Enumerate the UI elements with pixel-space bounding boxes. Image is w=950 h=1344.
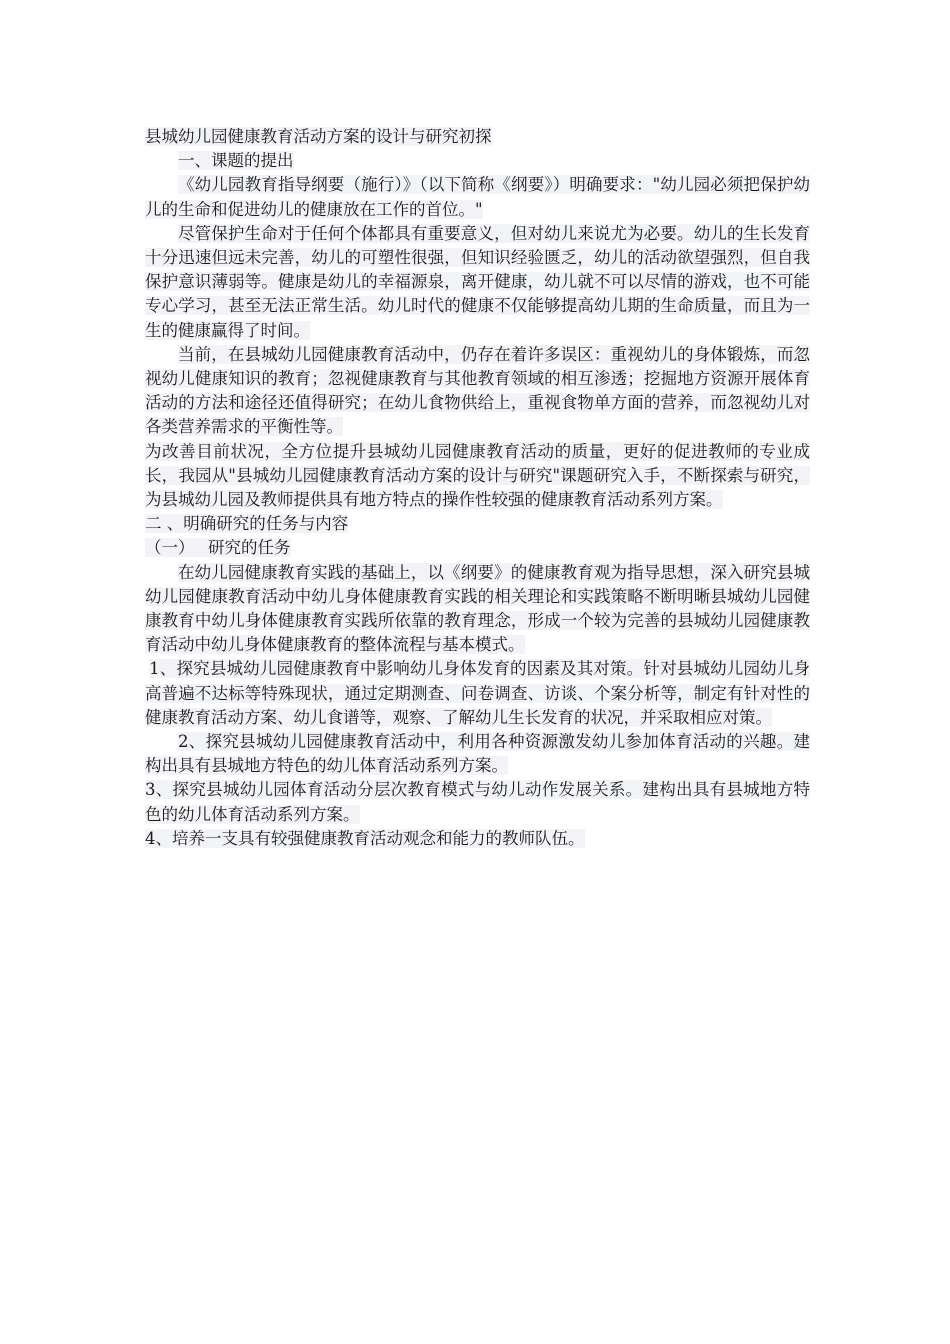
list-item-3-text: 3、探究县城幼儿园体育活动分层次教育模式与幼儿动作发展关系。建构出具有县城地方特色的幼儿体育活动系列方案。 [145,780,810,824]
document-title [145,125,810,149]
subsection-heading-1-text: （一） 研究的任务 [145,538,291,558]
paragraph-2 [145,222,810,343]
section-heading-2 [145,512,810,536]
paragraph-1 [145,173,810,221]
list-item-2 [145,730,810,778]
paragraph-3 [145,343,810,440]
paragraph-2-text: 尽管保护生命对于任何个体都具有重要意义，但对幼儿来说尤为必要。幼儿的生长发育十分迅速但远未完善，幼儿的可塑性很强，但知识经验匮乏，幼儿的活动欲望强烈，但自我保护意识薄弱等。健康是幼儿的幸福源泉，离开健康，幼儿就不可以尽情的游戏，也不可能专心学习，甚至无法正常生活。幼儿时代的健康不仅能够提高幼儿期的生命质量，而且为一生的健康赢得了时间。 [145,223,810,340]
paragraph-4-text: 为改善目前状况，全方位提升县城幼儿园健康教育活动的质量，更好的促进教师的专业成长，我园从"县城幼儿园健康教育活动方案的设计与研究"课题研究入手，不断探索与研究，为县城幼儿园及教师提供具有地方特点的操作性较强的健康教育活动系列方案。 [145,441,810,510]
list-item-2-text: 2、探究县城幼儿园健康教育活动中，利用各种资源激发幼儿参加体育活动的兴趣。建构出具有县城地方特色的幼儿体育活动系列方案。 [145,732,810,776]
paragraph-4 [145,440,810,513]
paragraph-5-text: 在幼儿园健康教育实践的基础上，以《纲要》的健康教育观为指导思想，深入研究县城幼儿园健康教育活动中幼儿身体健康教育实践的相关理论和实践策略不断明晰县城幼儿园健康教育中幼儿身体健康教育实践所依靠的教育理念，形成一个较为完善的县城幼儿园健康教育活动中幼儿身体健康教育的整体流程与基本模式。 [145,562,810,655]
paragraph-3-text: 当前，在县城幼儿园健康教育活动中，仍存在着许多误区：重视幼儿的身体锻炼，而忽视幼儿健康知识的教育；忽视健康教育与其他教育领域的相互渗透；挖掘地方资源开展体育活动的方法和途径还值得研究；在幼儿食物供给上，重视食物单方面的营养，而忽视幼儿对各类营养需求的平衡性等。 [145,344,810,437]
paragraph-1-text: 《幼儿园教育指导纲要（施行）》（以下简称《纲要》）明确要求："幼儿园必须把保护幼儿的生命和促进幼儿的健康放在工作的首位。" [145,175,810,219]
list-item-4 [145,827,810,851]
section-heading-1 [145,149,810,173]
list-item-1 [145,657,810,730]
section-heading-1-text: 一、课题的提出 [178,151,294,171]
list-item-3 [145,778,810,826]
section-heading-2-text: 二 、明确研究的任务与内容 [145,514,349,534]
title-text: 县城幼儿园健康教育活动方案的设计与研究初探 [145,127,492,146]
paragraph-5 [145,561,810,658]
list-item-1-text: 1、探究县城幼儿园健康教育中影响幼儿身体发育的因素及其对策。针对县城幼儿园幼儿身高普遍不达标等特殊现状，通过定期测查、问卷调查、访谈、个案分析等，制定有针对性的健康教育活动方案、幼儿食谱等，观察、了解幼儿生长发育的状况，并采取相应对策。 [145,659,810,727]
subsection-heading-1 [145,536,810,560]
list-item-4-text: 4、培养一支具有较强健康教育活动观念和能力的教师队伍。 [145,828,585,848]
document-body [145,125,810,851]
